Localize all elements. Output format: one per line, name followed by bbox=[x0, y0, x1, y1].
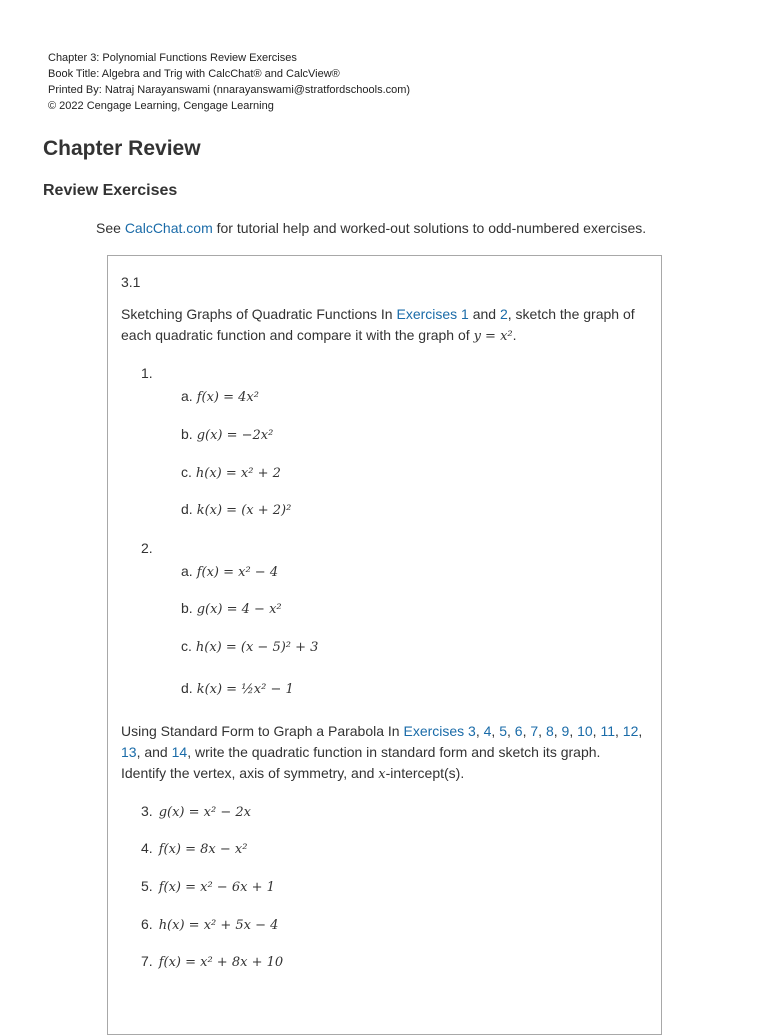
exercise-12-link[interactable]: 12 bbox=[622, 723, 639, 739]
exercise-10-link[interactable]: 10 bbox=[577, 723, 593, 739]
exercise-1a bbox=[181, 386, 259, 408]
exercise-label: 6. bbox=[141, 916, 153, 932]
exercise-5 bbox=[141, 876, 275, 898]
item-expr: f(x) = 4x² bbox=[196, 390, 259, 405]
exercise-2-number: 2. bbox=[141, 540, 153, 556]
exercise-6-link[interactable]: 6 bbox=[514, 723, 523, 739]
calcchat-link[interactable]: CalcChat.com bbox=[124, 220, 213, 236]
p2-math: x bbox=[378, 767, 386, 782]
intro-text bbox=[96, 220, 646, 236]
item-label: d. bbox=[181, 501, 193, 517]
exercise-1d bbox=[181, 499, 291, 521]
intro-suffix: for tutorial help and worked-out solutions to odd-numbered exercises. bbox=[212, 220, 647, 236]
p2-text-c: -intercept(s). bbox=[385, 765, 465, 781]
p1-text-b: and bbox=[468, 306, 500, 322]
exercise-label: 5. bbox=[141, 878, 153, 894]
p2-text-b: , write the quadratic function in standard form and sketch its graph. Identify the vertex, axis of symmetry, and bbox=[121, 744, 601, 781]
exercise-9-link[interactable]: 9 bbox=[561, 723, 570, 739]
item-expr: h(x) = x² + 2 bbox=[195, 466, 281, 481]
exercise-1b bbox=[181, 424, 273, 446]
exercise-2-link[interactable]: 2 bbox=[499, 306, 508, 322]
intro-prefix: See bbox=[96, 220, 125, 236]
exercise-1c bbox=[181, 462, 281, 484]
p2-text-and: , and bbox=[136, 744, 172, 760]
p1-text-c: , sketch the graph of each quadratic function and compare it with the graph of bbox=[121, 306, 635, 343]
exercise-label: 7. bbox=[141, 953, 153, 969]
exercise-3 bbox=[141, 801, 251, 823]
exercise-expr: f(x) = 8x − x² bbox=[158, 842, 248, 857]
item-label: d. bbox=[181, 680, 193, 696]
printed-by-line: Printed By: Natraj Narayanswami (nnarayanswami@stratfordschools.com) bbox=[48, 84, 411, 96]
chapter-line: Chapter 3: Polynomial Functions Review Exercises bbox=[48, 52, 297, 64]
item-label: b. bbox=[181, 600, 193, 616]
item-expr: f(x) = x² − 4 bbox=[196, 565, 279, 580]
exercise-box bbox=[107, 255, 662, 1035]
exercise-4-link[interactable]: 4 bbox=[483, 723, 492, 739]
exercise-7 bbox=[141, 951, 283, 973]
item-label: c. bbox=[181, 464, 192, 480]
item-expr: k(x) = (x + 2)² bbox=[196, 503, 292, 518]
exercise-expr: f(x) = x² + 8x + 10 bbox=[158, 955, 284, 970]
p1-text-a: Sketching Graphs of Quadratic Functions In bbox=[121, 306, 397, 322]
item-expr: k(x) = ½x² − 1 bbox=[196, 682, 294, 697]
print-header bbox=[48, 50, 410, 114]
exercise-7-link[interactable]: 7 bbox=[530, 723, 539, 739]
exercise-expr: g(x) = x² − 2x bbox=[158, 805, 251, 820]
exercise-8-link[interactable]: 8 bbox=[545, 723, 554, 739]
exercise-expr: h(x) = x² + 5x − 4 bbox=[158, 918, 279, 933]
section-title: Review Exercises bbox=[43, 182, 178, 199]
p1-math: y = x² bbox=[473, 329, 513, 344]
exercise-2c bbox=[181, 636, 318, 658]
item-expr: g(x) = 4 − x² bbox=[196, 602, 282, 617]
page-title: Chapter Review bbox=[43, 137, 201, 160]
section-number: 3.1 bbox=[121, 274, 141, 290]
exercise-6 bbox=[141, 914, 278, 936]
exercises-1-link[interactable]: Exercises 1 bbox=[396, 306, 469, 322]
book-title-line: Book Title: Algebra and Trig with CalcChat® and CalcView® bbox=[48, 68, 340, 80]
exercise-2a bbox=[181, 561, 278, 583]
item-label: a. bbox=[181, 563, 193, 579]
instruction-paragraph-2: Using Standard Form to Graph a Parabola In Exercises 3, 4, 5, 6, 7, 8, 9, 10, 11, 12, 13, and 14, write the quadratic function in standard form and sketch its graph. Identify the vertex, axis of symmetry, and x-intercept(s). bbox=[121, 723, 643, 782]
item-label: b. bbox=[181, 426, 193, 442]
exercise-expr: f(x) = x² − 6x + 1 bbox=[158, 880, 275, 895]
exercises-3-link[interactable]: Exercises 3 bbox=[403, 723, 476, 739]
exercise-4 bbox=[141, 838, 247, 860]
exercise-label: 4. bbox=[141, 840, 153, 856]
copyright-line: © 2022 Cengage Learning, Cengage Learning bbox=[48, 100, 274, 112]
instruction-paragraph-1 bbox=[121, 304, 649, 347]
exercise-11-link[interactable]: 11 bbox=[600, 723, 615, 739]
exercise-1-number: 1. bbox=[141, 365, 153, 381]
exercise-2b bbox=[181, 598, 282, 620]
item-label: c. bbox=[181, 638, 192, 654]
exercise-5-link[interactable]: 5 bbox=[499, 723, 507, 739]
exercise-2d bbox=[181, 678, 294, 700]
exercise-14-link[interactable]: 14 bbox=[171, 744, 188, 760]
exercise-label: 3. bbox=[141, 803, 153, 819]
item-label: a. bbox=[181, 388, 193, 404]
item-expr: h(x) = (x − 5)² + 3 bbox=[195, 640, 319, 655]
p2-text-a: Using Standard Form to Graph a Parabola In bbox=[121, 723, 404, 739]
item-expr: g(x) = −2x² bbox=[196, 428, 274, 443]
p1-text-d: . bbox=[512, 327, 517, 343]
exercise-13-link[interactable]: 13 bbox=[121, 744, 137, 760]
